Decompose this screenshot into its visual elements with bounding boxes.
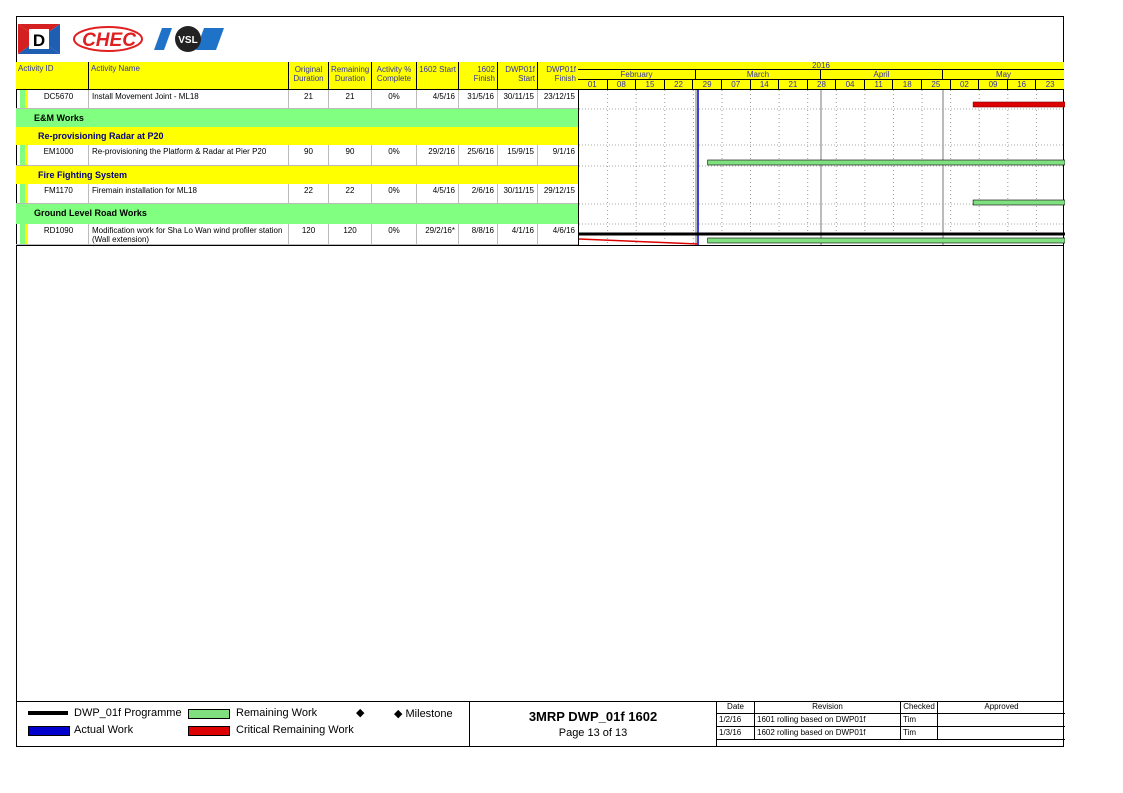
col-activity-pct: Activity % Complete (371, 62, 416, 89)
timescale-day: 14 (750, 80, 779, 89)
timescale-day: 15 (635, 80, 664, 89)
col-remaining-duration: Remaining Duration (328, 62, 371, 89)
col-activity-name: Activity Name (88, 62, 288, 89)
cell-rd: 120 (328, 224, 371, 245)
wbs-group-band: E&M Works (16, 109, 578, 127)
rev-header-approved: Approved (937, 701, 1065, 714)
cell-od: 22 (288, 184, 328, 204)
timescale-day: 18 (892, 80, 921, 89)
timescale-month: February (620, 70, 653, 79)
rev-row-2-date: 1/3/16 (717, 727, 754, 740)
legend-actual-label: Actual Work (74, 724, 134, 736)
activity-row[interactable] (16, 145, 578, 166)
cell-f1602: 25/6/16 (458, 145, 497, 166)
remaining-bar (973, 200, 1065, 205)
wbs-subgroup-band: Fire Fighting System (16, 166, 578, 184)
cell-s1602: 29/2/16* (416, 224, 458, 245)
cell-od: 21 (288, 90, 328, 109)
rev-row-2-approved (937, 727, 1065, 740)
timescale-day: 02 (950, 80, 979, 89)
cell-od: 120 (288, 224, 328, 245)
timescale-day: 01 (587, 80, 597, 89)
cell-id: FM1170 (44, 186, 73, 195)
timescale-day: 28 (807, 80, 836, 89)
legend-critical-swatch (188, 726, 230, 736)
timescale-day: 21 (778, 80, 807, 89)
cell-f1602: 8/8/16 (458, 224, 497, 245)
legend-critical-label: Critical Remaining Work (236, 724, 354, 736)
timescale-header (578, 62, 1064, 90)
cell-id: DC5670 (43, 92, 74, 101)
chec-logo (72, 24, 144, 54)
cell-ds: 30/11/15 (497, 90, 537, 109)
rev-row-2-checked: Tim (900, 727, 937, 740)
cell-name: Install Movement Joint - ML18 (88, 90, 288, 109)
cell-ds: 15/9/15 (497, 145, 537, 166)
cell-s1602: 4/5/16 (416, 184, 458, 204)
timescale-months (578, 70, 1064, 80)
rev-row-2-revision: 1602 rolling based on DWP01f (754, 727, 900, 740)
legend-remaining-label: Remaining Work (236, 707, 318, 719)
cell-od: 90 (288, 145, 328, 166)
cell-name: Re-provisioning the Platform & Radar at Pier P20 (88, 145, 288, 166)
activity-row[interactable] (16, 90, 578, 109)
cell-pct: 0% (371, 184, 416, 204)
activity-row[interactable] (16, 224, 578, 245)
timescale-day: 11 (864, 80, 893, 89)
col-1602-finish: 1602 Finish (458, 62, 497, 89)
timescale-day: 09 (978, 80, 1007, 89)
cell-df: 9/1/16 (537, 145, 578, 166)
timescale-year: 2016 (578, 62, 1064, 70)
critical-bar (973, 102, 1065, 107)
legend-actual-swatch (28, 726, 70, 736)
cell-id: EM1000 (43, 147, 74, 156)
svg-text:CHEC: CHEC (82, 30, 136, 51)
rev-row-1-date: 1/2/16 (717, 714, 754, 727)
cell-df: 23/12/15 (537, 90, 578, 109)
remaining-bar (708, 160, 1065, 165)
legend-programme-swatch (28, 711, 68, 715)
col-activity-id: Activity ID (18, 64, 54, 73)
timescale-day: 08 (607, 80, 636, 89)
col-dwp-finish: DWP01f Finish (537, 62, 578, 89)
cell-pct: 0% (371, 224, 416, 245)
remaining-bar (708, 238, 1065, 243)
timescale-day: 04 (835, 80, 864, 89)
document-title: 3MRP DWP_01f 1602 (528, 709, 658, 724)
cell-f1602: 31/5/16 (458, 90, 497, 109)
revision-table (716, 701, 1065, 747)
cell-df: 29/12/15 (537, 184, 578, 204)
rev-header-checked: Checked (900, 701, 937, 714)
cell-rd: 22 (328, 184, 371, 204)
cell-pct: 0% (371, 145, 416, 166)
cell-df: 4/6/16 (537, 224, 578, 245)
timescale-day: 22 (664, 80, 693, 89)
rev-row-1-checked: Tim (900, 714, 937, 727)
col-dwp-start: DWP01f Start (497, 62, 537, 89)
gantt-chart (578, 90, 1064, 246)
d-logo (18, 24, 60, 54)
col-1602-start: 1602 Start (416, 62, 458, 89)
gantt-svg (579, 90, 1065, 246)
cell-s1602: 29/2/16 (416, 145, 458, 166)
timescale-day: 07 (721, 80, 750, 89)
title-block (470, 701, 716, 747)
timescale-month: March (695, 70, 820, 79)
rev-header-date: Date (717, 701, 754, 714)
progress-line (579, 239, 698, 244)
timescale-day: 16 (1007, 80, 1036, 89)
timescale-day: 29 (692, 80, 721, 89)
timescale-month: May (942, 70, 1064, 79)
cell-f1602: 2/6/16 (458, 184, 497, 204)
cell-rd: 21 (328, 90, 371, 109)
activity-row[interactable] (16, 184, 578, 204)
cell-name: Firemain installation for ML18 (88, 184, 288, 204)
wbs-group-band: Ground Level Road Works (16, 204, 578, 224)
cell-name: Modification work for Sha Lo Wan wind profiler station (Wall extension) (88, 224, 288, 245)
timescale-month: April (820, 70, 942, 79)
svg-text:VSL: VSL (178, 35, 198, 46)
svg-text:D: D (32, 31, 46, 50)
legend (16, 701, 470, 747)
page-number: Page 13 of 13 (558, 727, 628, 739)
cell-pct: 0% (371, 90, 416, 109)
legend-milestone-icon: ◆ (356, 707, 365, 719)
col-original-duration: Original Duration (288, 62, 328, 89)
cell-ds: 30/11/15 (497, 184, 537, 204)
wbs-subgroup-band: Re-provisioning Radar at P20 (16, 127, 578, 145)
table-header (16, 62, 578, 90)
cell-rd: 90 (328, 145, 371, 166)
vsl-logo (154, 24, 224, 54)
cell-id: RD1090 (43, 226, 74, 235)
legend-milestone-label: ◆ Milestone (394, 708, 453, 720)
table-bottom-rule (16, 245, 1064, 246)
timescale-day: 23 (1035, 80, 1064, 89)
rev-row-1-revision: 1601 rolling based on DWP01f (754, 714, 900, 727)
timescale-day: 25 (921, 80, 950, 89)
rev-header-revision: Revision (754, 701, 900, 714)
rev-row-1-approved (937, 714, 1065, 727)
legend-remaining-swatch (188, 709, 230, 719)
legend-programme-label: DWP_01f Programme (74, 707, 182, 719)
cell-s1602: 4/5/16 (416, 90, 458, 109)
cell-ds: 4/1/16 (497, 224, 537, 245)
timescale-days (578, 80, 1064, 89)
